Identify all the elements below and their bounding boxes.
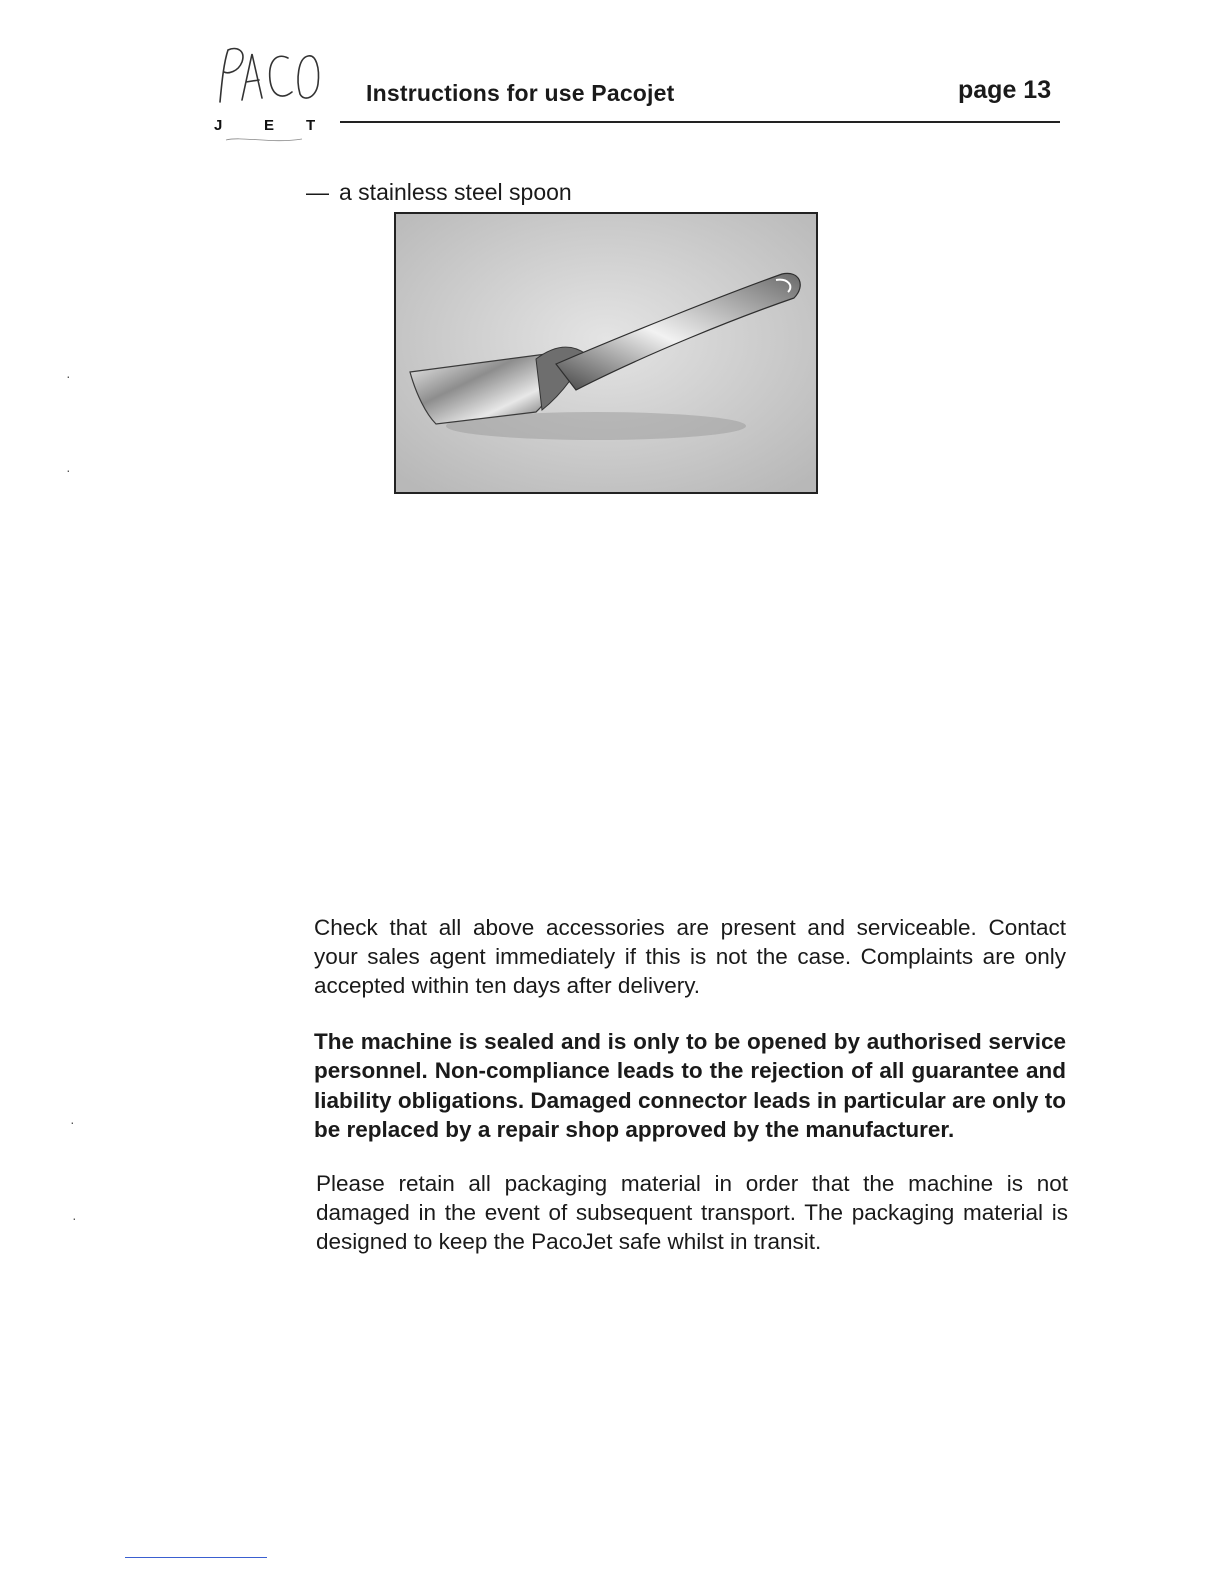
logo-jet-text: J [214,117,223,134]
spoon-photo [394,212,818,494]
footer-divider [125,1557,267,1558]
pacojet-logo-icon [212,40,330,150]
scan-speck: · [72,1210,77,1226]
header-title: Instructions for use Pacojet [366,80,675,106]
svg-text:T: T [306,117,316,134]
caption-text: a stainless steel spoon [339,179,572,205]
svg-text:E: E [264,117,275,134]
paragraph-accessories-check: Check that all above accessories are present and serviceable. Contact your sales agent immediately if this is not the case. Complaints are only accepted within ten days after delivery. [314,914,1066,998]
accessory-caption [306,179,572,206]
scan-speck: · [66,368,71,384]
scan-speck: · [66,462,71,478]
scan-speck: · [70,1114,75,1130]
page-number: page 13 [958,76,1052,104]
paragraph-packaging: Please retain all packaging material in order that the machine is not damaged in the event of subsequent transport. The packaging material is designed to keep the PacoJet safe whilst in transit. [316,1170,1068,1254]
paragraph-sealed-warning: The machine is sealed and is only to be opened by authorised service personnel. Non-compliance leads to the rejection of all guarantee and liability obligations. Damaged connector leads in particular are only to be replaced by a repair shop approved by the manufacturer. [314,1028,1066,1142]
caption-dash: — [306,179,329,205]
header-divider [340,121,1060,123]
spoon-photo-icon [396,214,816,492]
pacojet-logo [212,40,330,150]
